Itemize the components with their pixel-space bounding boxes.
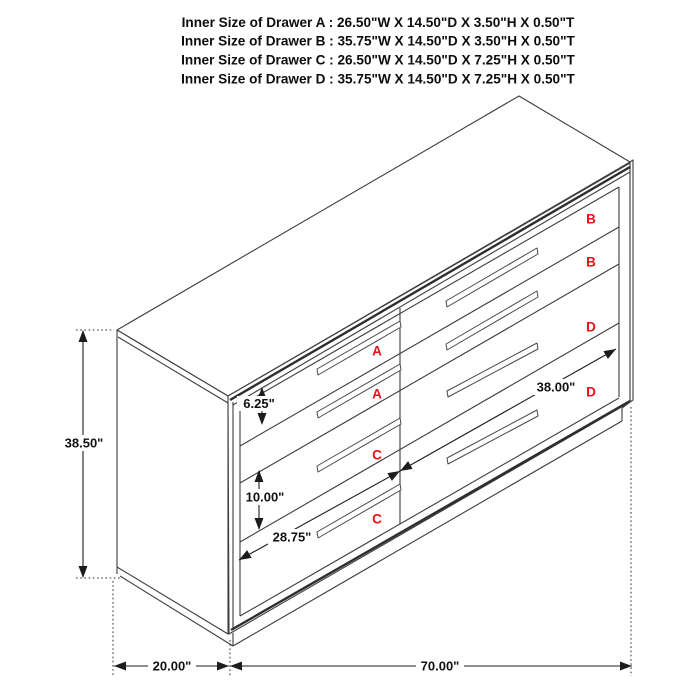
depth-label: 20.00"	[152, 658, 192, 674]
width-arrow-left	[230, 662, 242, 671]
label-drawer-d-bottom: D	[586, 384, 596, 400]
label-drawer-d-top: D	[586, 319, 596, 335]
label-drawer-a-top: A	[372, 343, 382, 359]
label-drawer-b-top: B	[586, 211, 596, 227]
title-block	[181, 15, 575, 87]
right-width-label: 38.00"	[536, 379, 576, 395]
width-arrow-right	[620, 662, 632, 671]
drawer-c-size-text: Inner Size of Drawer C : 26.50"W X 14.50"D X 7.25"H X 0.50"T	[181, 52, 575, 68]
depth-arrow-left	[114, 662, 126, 671]
label-drawer-a-bottom: A	[372, 386, 382, 402]
label-drawer-c-top: C	[372, 447, 382, 463]
width-label: 70.00"	[420, 658, 460, 674]
height-arrow-up	[79, 330, 88, 342]
drawer-d-size-text: Inner Size of Drawer D : 35.75"W X 14.50"D X 7.25"H X 0.50"T	[181, 71, 575, 87]
drawer-a-size-text: Inner Size of Drawer A : 26.50"W X 14.50"D X 3.50"H X 0.50"T	[181, 15, 575, 30]
large-height-label: 10.00"	[245, 489, 285, 505]
label-drawer-c-bottom: C	[372, 511, 382, 527]
dresser-drawing	[117, 96, 633, 646]
height-arrow-down	[79, 566, 88, 578]
height-label: 38.50"	[64, 435, 104, 451]
small-height-label: 6.25"	[243, 396, 275, 411]
drawer-b-size-text: Inner Size of Drawer B : 35.75"W X 14.50"D X 3.50"H X 0.50"T	[181, 33, 575, 49]
depth-arrow-right	[217, 662, 229, 671]
label-drawer-b-bottom: B	[586, 254, 596, 270]
left-width-label: 28.75"	[272, 529, 312, 545]
height-dimension	[59, 330, 121, 578]
